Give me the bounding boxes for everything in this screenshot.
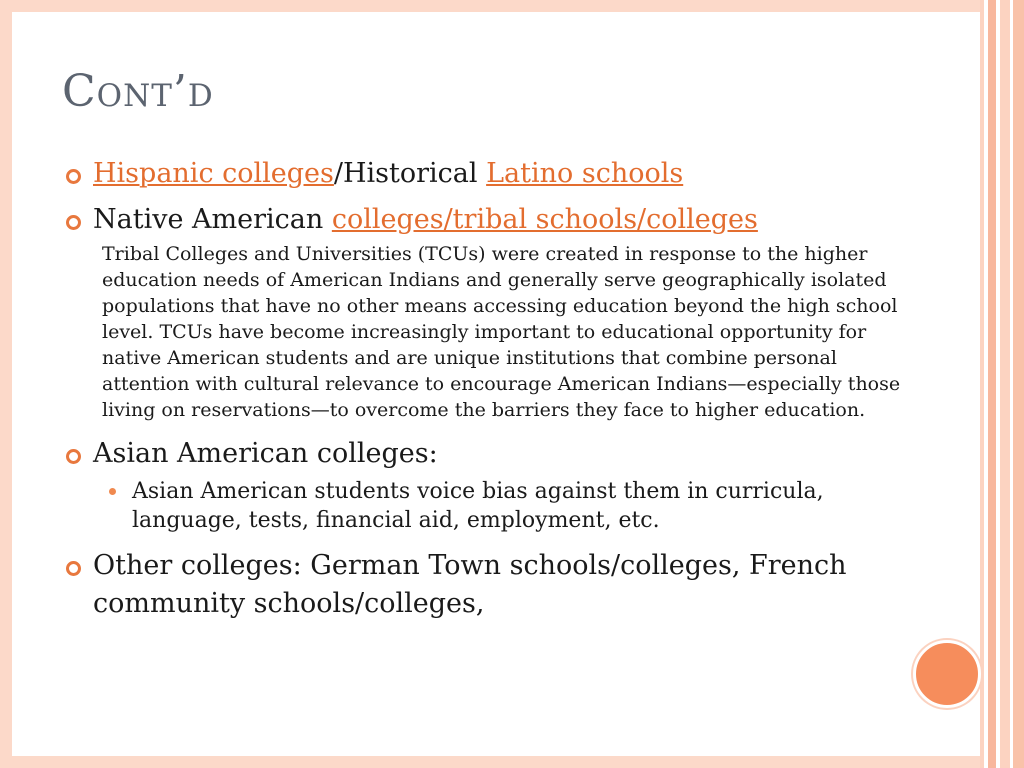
latino-schools-link[interactable]: Latino schools — [486, 158, 684, 189]
bullet-text: Other colleges: German Town schools/colleges, French community schools/colleges, — [93, 550, 847, 619]
tcu-paragraph: Tribal Colleges and Universities (TCUs) were created in response to the higher education needs of American Indians and generally serve geographically isolated populations that have no other means accessing education beyond the high school level. TCUs have become increasingly important to educational opportunity for native American students and are unique institutions that combine personal attention with cultural relevance to encourage American Indians—especially those living on reservations—to overcome the barriers they face to higher education. — [102, 243, 901, 421]
bullet-text: /Historical — [333, 158, 487, 189]
circle-bullet-icon — [66, 449, 81, 464]
stripe — [1000, 0, 1010, 768]
sub-bullet-asian — [62, 477, 922, 535]
bullet-text: Native American — [93, 204, 332, 235]
bullet-text: Asian American colleges: — [93, 438, 438, 469]
bullet-native-american — [62, 201, 922, 239]
tribal-colleges-link[interactable]: colleges/tribal schools/colleges — [331, 204, 758, 235]
circle-bullet-icon — [66, 215, 81, 230]
bullet-hispanic — [62, 155, 922, 193]
slide-content — [62, 155, 922, 631]
slide-title: Cont’d — [62, 66, 214, 117]
circle-bullet-icon — [66, 169, 81, 184]
decorative-stripes — [980, 0, 1024, 768]
bullet-other-colleges — [62, 547, 922, 623]
hispanic-colleges-link[interactable]: Hispanic colleges — [93, 158, 334, 189]
dot-bullet-icon — [109, 488, 116, 495]
circle-bullet-icon — [66, 561, 81, 576]
decorative-circle — [913, 640, 981, 708]
stripe — [1013, 0, 1024, 768]
bullet-asian-american — [62, 435, 922, 473]
sub-bullet-text: Asian American students voice bias against them in curricula, language, tests, financial aid, employment, etc. — [132, 479, 824, 533]
stripe — [988, 0, 996, 768]
